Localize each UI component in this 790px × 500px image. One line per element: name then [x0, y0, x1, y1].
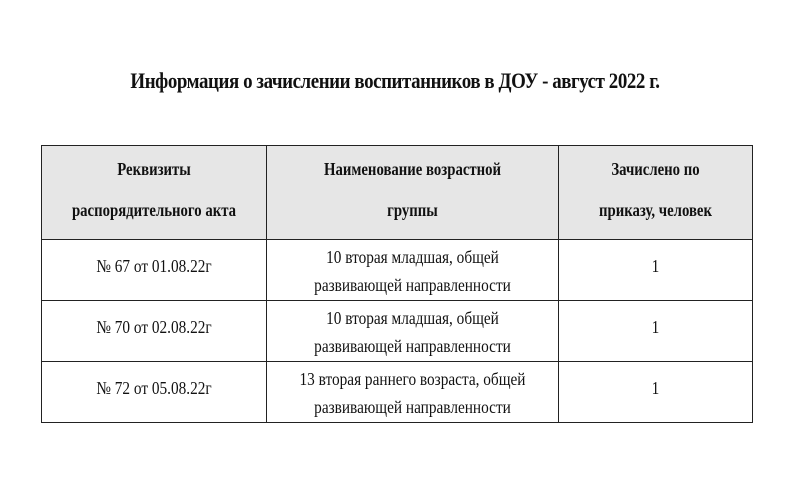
page-title: Информация о зачислении воспитанников в ДОУ - август 2022 г. — [130, 68, 660, 93]
header-line: Наименование возрастной — [323, 159, 502, 179]
cell-text: развивающей направленности — [314, 275, 511, 295]
cell-text: № 67 от 01.08.22г — [96, 256, 212, 276]
header-line: приказу, человек — [599, 200, 712, 220]
cell-group — [267, 362, 559, 423]
cell-text: 13 вторая раннего возраста, общей — [299, 369, 526, 389]
header-line: Зачислено по — [611, 159, 700, 179]
cell-text: 10 вторая младшая, общей — [326, 308, 499, 328]
header-line: группы — [387, 200, 438, 220]
cell-act — [42, 301, 267, 362]
header-act-details — [42, 146, 267, 240]
cell-text: 1 — [651, 256, 660, 276]
cell-group — [267, 240, 559, 301]
header-line: Реквизиты — [117, 159, 191, 179]
cell-count — [559, 362, 753, 423]
table-row — [42, 362, 753, 423]
header-line: распорядительного акта — [71, 200, 237, 220]
cell-act — [42, 362, 267, 423]
table-row — [42, 301, 753, 362]
cell-text: 1 — [651, 317, 660, 337]
header-enrolled-count — [559, 146, 753, 240]
header-group-name — [267, 146, 559, 240]
enrollment-table — [41, 145, 753, 423]
cell-text: развивающей направленности — [314, 397, 511, 417]
cell-text: № 72 от 05.08.22г — [96, 378, 212, 398]
cell-text: развивающей направленности — [314, 336, 511, 356]
cell-group — [267, 301, 559, 362]
cell-count — [559, 240, 753, 301]
cell-text: 10 вторая младшая, общей — [326, 247, 499, 267]
cell-text: 1 — [651, 378, 660, 398]
cell-act — [42, 240, 267, 301]
table-header-row — [42, 146, 753, 240]
cell-count — [559, 301, 753, 362]
cell-text: № 70 от 02.08.22г — [96, 317, 212, 337]
table-row — [42, 240, 753, 301]
